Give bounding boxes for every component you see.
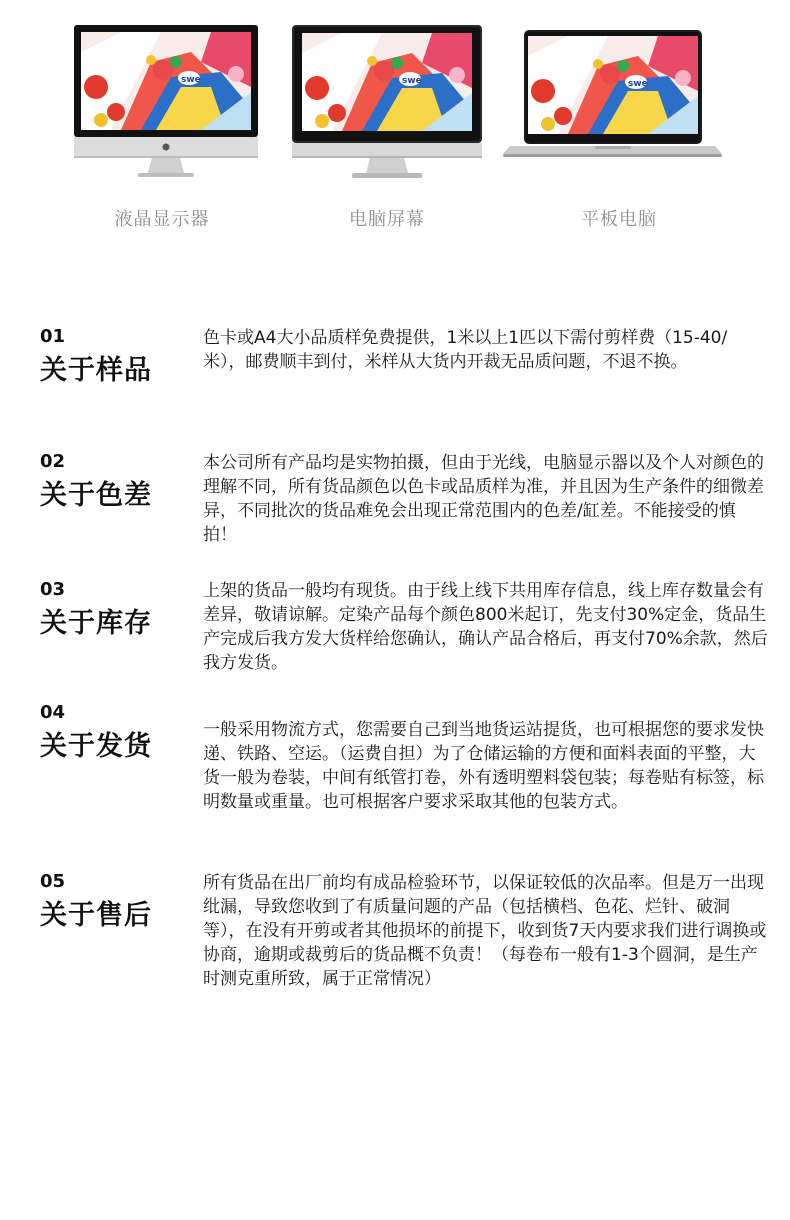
section-number: 04: [40, 702, 66, 723]
section-text: 上架的货品一般均有现货。由于线上线下共用库存信息，线上库存数量会有差异，敬请谅解。定染产品每个颜色800米起订，先支付30%定金，货品生产完成后我方发大货样给您确认，确认产品合格后，再支付70%余款，然后我方发货。: [203, 581, 768, 673]
section-text: 所有货品在出厂前均有成品检验环节，以保证较低的次品率。但是万一出现纰漏，导致您收到了有质量问题的产品（包括横档、色花、烂针、破洞等），在没有开剪或者其他损坏的前提下，收到货7天内要求我们进行调换或协商，逾期或裁剪后的货品概不负责！（每卷布一般有1-3个圆洞，是生产时测克重所致，属于正常情况）: [203, 873, 767, 989]
laptop-icon: [500, 30, 725, 165]
section-title: 关于色差: [40, 480, 152, 511]
section-text: 色卡或A4大小品质样免费提供，1米以上1匹以下需付剪样费（15-40/米），邮费顺丰到付，米样从大货内开裁无品质问题，不退不换。: [203, 328, 728, 372]
section-number: 02: [40, 451, 66, 472]
section-number: 03: [40, 579, 66, 600]
device-label-tablet: 平板电脑: [581, 209, 657, 230]
device-label-lcd: 液晶显示器: [114, 209, 210, 230]
section-text: 本公司所有产品均是实物拍摄，但由于光线，电脑显示器以及个人对颜色的理解不同，所有货品颜色以色卡或品质样为准，并且因为生产条件的细微差异，不同批次的货品难免会出现正常范围内的色差/缸差。不能接受的慎拍！: [203, 453, 764, 545]
section-number: 01: [40, 326, 66, 347]
section-title: 关于发货: [40, 731, 152, 762]
section-title: 关于样品: [40, 355, 152, 386]
section-title: 关于售后: [40, 900, 152, 931]
imac-monitor-icon: [72, 25, 262, 185]
device-label-desktop: 电脑屏幕: [349, 209, 425, 230]
section-number: 05: [40, 871, 66, 892]
section-text: 一般采用物流方式，您需要自己到当地货运站提货，也可根据您的要求发快递、铁路、空运。（运费自担）为了仓储运输的方便和面料表面的平整，大货一般为卷装，中间有纸管打卷，外有透明塑料袋包装；每卷贴有标签，标明数量或重量。也可根据客户要求采取其他的包装方式。: [203, 720, 764, 812]
device-showcase: [0, 0, 790, 260]
desktop-monitor-icon: [290, 25, 485, 185]
section-title: 关于库存: [40, 608, 152, 639]
